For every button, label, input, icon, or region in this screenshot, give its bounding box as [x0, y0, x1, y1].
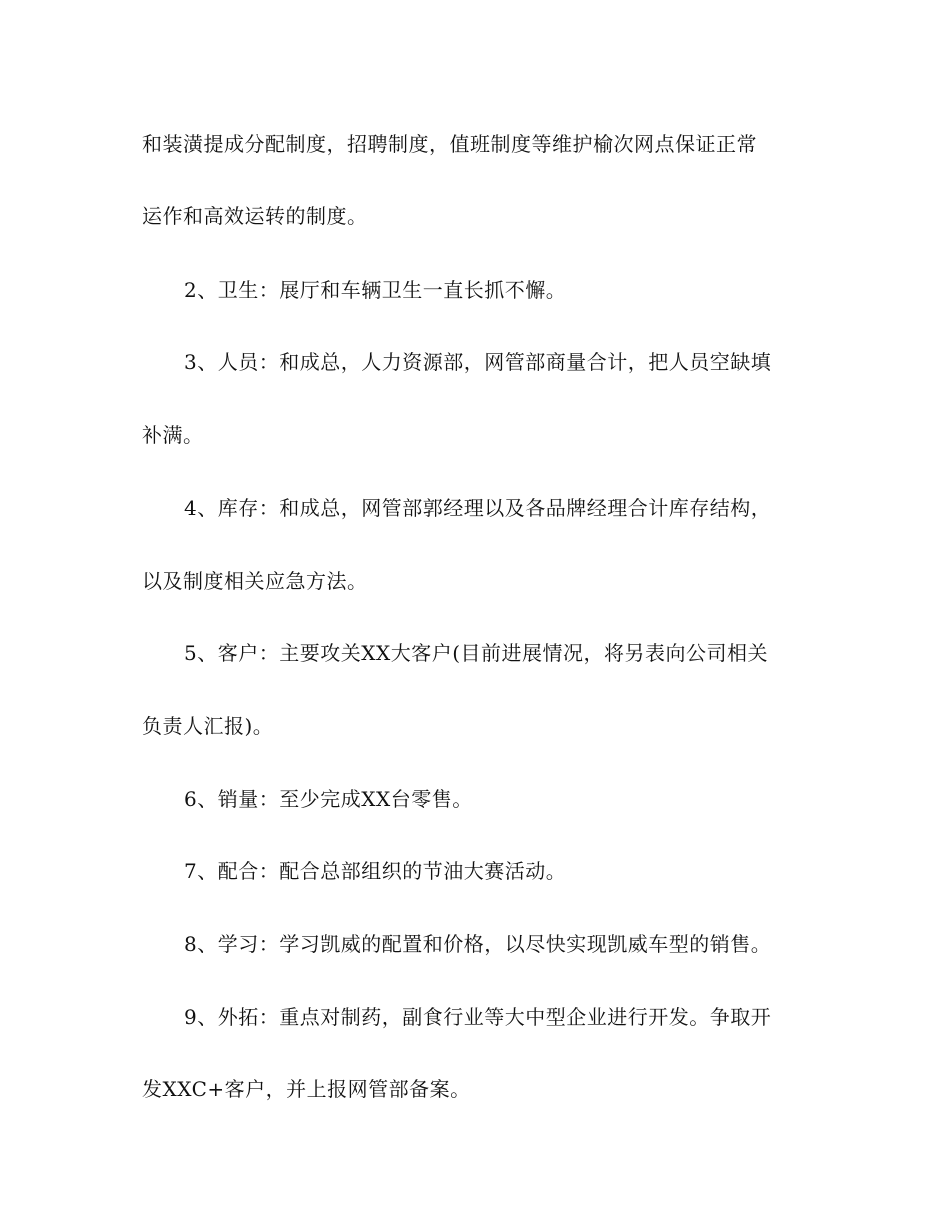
- text-line-12: 8、学习：学习凯威的配置和价格，以尽快实现凯威车型的销售。: [184, 932, 772, 956]
- text-line-8: 5、客户：主要攻关XX大客户(目前进展情况，将另表向公司相关: [184, 641, 769, 665]
- text-line-1: 和装潢提成分配制度，招聘制度，值班制度等维护榆次网点保证正常: [142, 132, 757, 156]
- text-line-3: 2、卫生：展厅和车辆卫生一直长抓不懈。: [184, 278, 567, 302]
- text-line-2: 运作和高效运转的制度。: [142, 204, 368, 228]
- text-line-11: 7、配合：配合总部组织的节油大赛活动。: [184, 859, 567, 883]
- text-line-4: 3、人员：和成总，人力资源部，网管部商量合计，把人员空缺填: [184, 350, 772, 374]
- text-line-9: 负责人汇报)。: [142, 714, 274, 738]
- text-line-14: 发XXC+客户，并上报网管部备案。: [142, 1077, 471, 1101]
- text-line-7: 以及制度相关应急方法。: [142, 569, 368, 593]
- text-line-13: 9、外拓：重点对制药，副食行业等大中型企业进行开发。争取开: [184, 1005, 772, 1029]
- text-line-6: 4、库存：和成总，网管部郭经理以及各品牌经理合计库存结构，: [184, 496, 772, 520]
- text-line-10: 6、销量：至少完成XX台零售。: [184, 787, 473, 811]
- text-line-5: 补满。: [142, 423, 204, 447]
